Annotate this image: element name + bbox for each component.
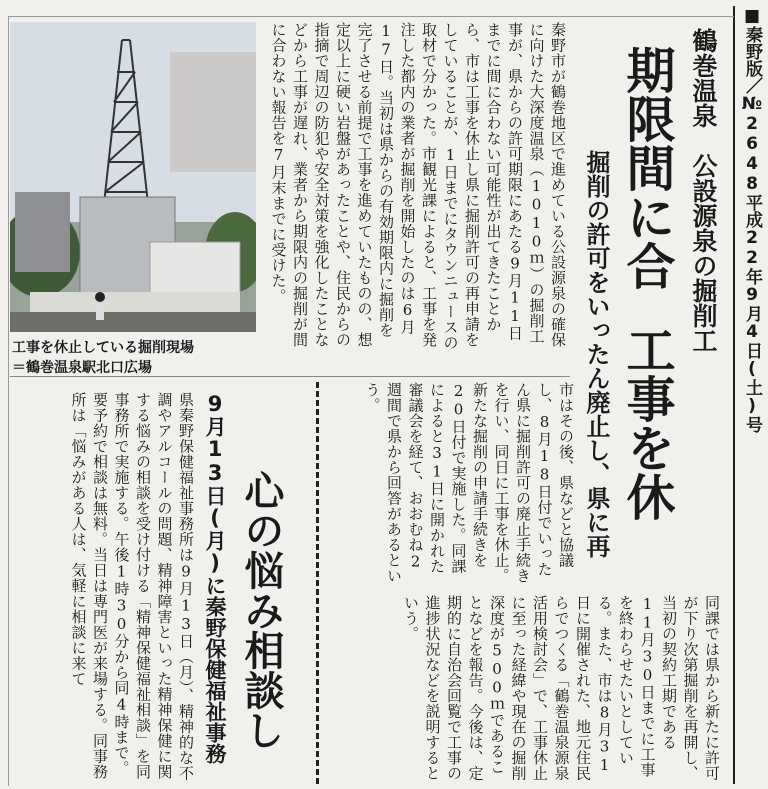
article1-body-top-1: 秦野市が鶴巻地区で進めている公設源泉の確保に向けた大深度温泉（1010ｍ）の掘削工事が、県からの許可期限にあたる9月11日までに間に合わない可能性が出てきたことから、市は工事を休止し県に掘削許可の再申請をしていることが、1日までにタウンニュースの取材で分かった。市観光課によると、工事を発注した都内の業者が掘削を開始したのは6月17日。当初は県からの有効期限内に掘削を完了させる前提で工事を進めていたものの、想定以上に硬い岩盤があったことや、住民からの指摘で周辺の防犯や安全対策を強化したことなどから工事が遅れ、業者から期限内の掘削が間に合わない報告を7月末までに受けた。 xyxy=(269,22,567,351)
masthead-divider xyxy=(733,6,735,784)
article1-subhead: 掘削の許可をいったん廃止し、県に再 xyxy=(582,150,610,558)
article2-headline: 心の悩み相談し xyxy=(238,470,284,750)
article1-body-bottom-2: 同課では県から新たに許可が下り次第掘削を再開し、当初の契約工期である11月30日までに工事を終わらせたいとしている。また、市は8月31日に開催された、地元住民らでつくる「鶴巻温泉源泉活用検討会」で、工事休止に至った経緯や現在の掘削深度が500ｍであることなどを報告。今後は、定期的に自治会回覧で工事の進捗状況などを説明するという。 xyxy=(402,595,721,781)
article1-kicker: 鶴巻温泉 公設源泉の掘削工 xyxy=(689,28,718,353)
section-divider xyxy=(10,376,570,377)
top-border xyxy=(8,16,734,17)
article2-body: 県秦野保健福祉事務所は9月13日（月）、精神的な不調やアルコールの問題、精神障害といった精神保健に関する悩みの相談を受け付ける「精神保健福祉相談」を同事務所で実施する。午後1時30分から同4時まで。要予約で相談は無料。当日は専門医が来場する。同事務所は「悩みがある人は、気軽に相談に来て xyxy=(69,392,195,781)
article-divider xyxy=(316,382,319,784)
masthead-issue: №2648平成22年9月4日(土)号 xyxy=(742,94,762,433)
excavation-site-photo xyxy=(10,22,256,332)
photo-illustration xyxy=(10,22,256,332)
photo-caption-line1: 工事を休止している掘削現場 xyxy=(12,340,194,356)
masthead-marker-icon: ■ xyxy=(742,6,762,26)
article1-headline-1: 期限間に合 xyxy=(619,45,676,290)
article1-body-bottom-1: 市はその後、県などと協議し、8月18日付でいったん県に掘削許可の廃止手続きを行い、同日に工事を休止。新たな掘削の申請手続きを20日付で実施した。同課によると31日に開かれた審議会を経て、おおむね2週間で県から回答があるという。 xyxy=(363,382,575,584)
article2-subhead: 9月13日(月)に秦野保健福祉事務 xyxy=(203,392,227,764)
left-border xyxy=(8,16,9,786)
photo-caption-line2: ＝鶴巻温泉駅北口広場 xyxy=(12,360,152,376)
photo-caption xyxy=(12,338,272,378)
masthead: ■秦野版／№2648平成22年9月4日(土)号 xyxy=(742,6,762,433)
masthead-edition: 秦野版 xyxy=(742,26,762,77)
article1-headline-2: 工事を休 xyxy=(619,325,676,521)
